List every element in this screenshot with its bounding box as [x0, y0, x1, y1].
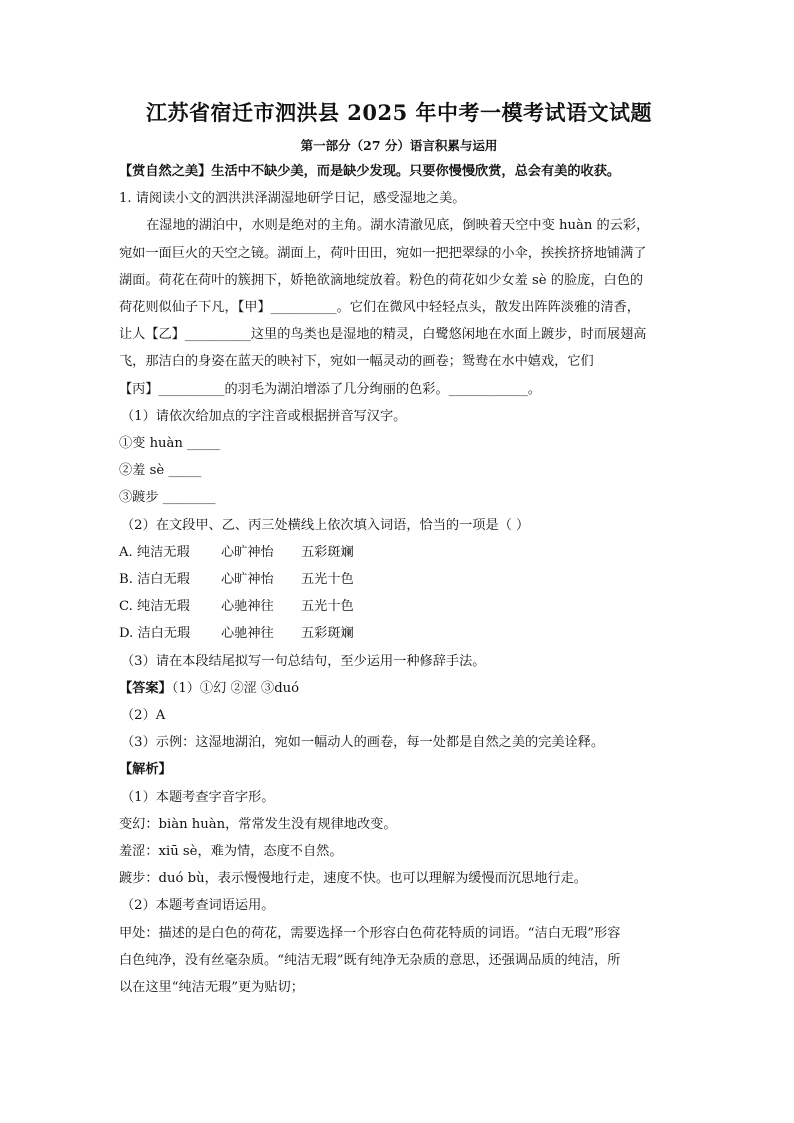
analysis-line: 踱步：duó bù，表示慢慢地行走，速度不快。也可以理解为缓慢而沉思地行走。: [119, 871, 587, 887]
option-a-word-3: 五彩斑斓: [301, 544, 354, 560]
sub-question-1-prompt: （1）请依次给加点的字注音或根据拼音写汉字。: [121, 408, 407, 424]
passage-line: 让人【乙】__________这里的鸟类也是湿地的精灵，白鹭悠闲地在水面上踱步，时而展翅高: [119, 327, 647, 343]
answer-text: （1）①幻 ②涩 ③duó: [171, 680, 300, 696]
option-d-label: D. 洁白无瑕: [119, 626, 191, 642]
passage: [119, 212, 679, 402]
option-d-word-2: 心驰神往: [221, 626, 274, 642]
analysis-line: （2）本题考查词语运用。: [121, 898, 275, 914]
option-row: [119, 620, 679, 647]
option-b-word-2: 心旷神怡: [221, 572, 274, 588]
intro-line: 【赏自然之美】生活中不缺少美，而是缺少发现。只要你慢慢欣赏，总会有美的收获。: [119, 164, 621, 179]
analysis-line: 甲处：描述的是白色的荷花，需要选择一个形容白色荷花特质的词语。“洁白无瑕”形容: [119, 925, 621, 941]
exam-page: [119, 98, 679, 1001]
sub-question-1-item: ③踱步 ________: [119, 490, 216, 506]
analysis-line: 以在这里“纯洁无瑕”更为贴切；: [119, 980, 304, 996]
sub-question-1-item: ①变 huàn _____: [119, 436, 221, 452]
passage-line: 荷花则似仙子下凡，【甲】__________。它们在微风中轻轻点头，散发出阵阵淡雅的清香，: [119, 300, 640, 316]
analysis-line: 白色纯净，没有丝毫杂质。“纯洁无瑕”既有纯净无杂质的意思，还强调品质的纯洁，所: [119, 952, 621, 968]
option-a-word-2: 心旷神怡: [221, 544, 274, 560]
option-c-word-3: 五光十色: [301, 599, 354, 615]
analysis-line: 变幻：biàn huàn，常常发生没有规律地改变。: [119, 816, 397, 832]
answer-line-3: （3）示例：这湿地湖泊，宛如一幅动人的画卷，每一处都是自然之美的完美诠释。: [121, 735, 605, 751]
option-b-word-3: 五光十色: [301, 572, 354, 588]
sub-question-2-prompt: （2）在文段甲、乙、丙三处横线上依次填入词语，恰当的一项是（ ）: [121, 517, 530, 533]
analysis-line: 羞涩：xiū sè，难为情，态度不自然。: [119, 844, 343, 860]
answer-tag: 【答案】: [119, 680, 172, 696]
option-row: [119, 593, 679, 620]
option-row: [119, 539, 679, 566]
question-1-stem: 1. 请阅读小文的泗洪洪泽湖湿地研学日记，感受湿地之美。: [119, 191, 466, 207]
passage-line: 在湿地的湖泊中，水则是绝对的主角。湖水清澈见底，倒映着天空中变 huàn 的云彩，: [146, 218, 650, 234]
exam-title: 江苏省宿迁市泗洪县 2025 年中考一模考试语文试题: [145, 100, 653, 125]
analysis-line: （1）本题考查字音字形。: [121, 789, 275, 805]
answer-line-2: （2）A: [121, 708, 166, 724]
answer-line-1: [119, 675, 679, 702]
sub-question-1-item: ②羞 sè _____: [119, 463, 202, 479]
option-c-label: C. 纯洁无瑕: [119, 599, 190, 615]
analysis-tag: 【解析】: [119, 762, 172, 778]
passage-line: 【丙】__________的羽毛为湖泊增添了几分绚丽的色彩。____________。: [119, 381, 541, 397]
option-a-label: A. 纯洁无瑕: [119, 544, 190, 560]
section-heading: 第一部分（27 分）语言积累与运用: [300, 138, 498, 153]
passage-line: 宛如一面巨火的天空之镜。湖面上，荷叶田田，宛如一把把翠绿的小伞，挨挨挤挤地铺满了: [119, 245, 647, 261]
option-b-label: B. 洁白无瑕: [119, 572, 190, 588]
option-d-word-3: 五彩斑斓: [301, 626, 354, 642]
option-c-word-2: 心驰神往: [221, 599, 274, 615]
option-row: [119, 566, 679, 593]
passage-line: 湖面。荷花在荷叶的簇拥下，娇艳欲滴地绽放着。粉色的荷花如少女羞 sè 的脸庞，白色的: [119, 272, 644, 288]
sub-question-3-prompt: （3）请在本段结尾拟写一句总结句，至少运用一种修辞手法。: [121, 653, 486, 669]
passage-line: 飞，那洁白的身姿在蓝天的映衬下，宛如一幅灵动的画卷；鸳鸯在水中嬉戏，它们: [119, 354, 594, 370]
